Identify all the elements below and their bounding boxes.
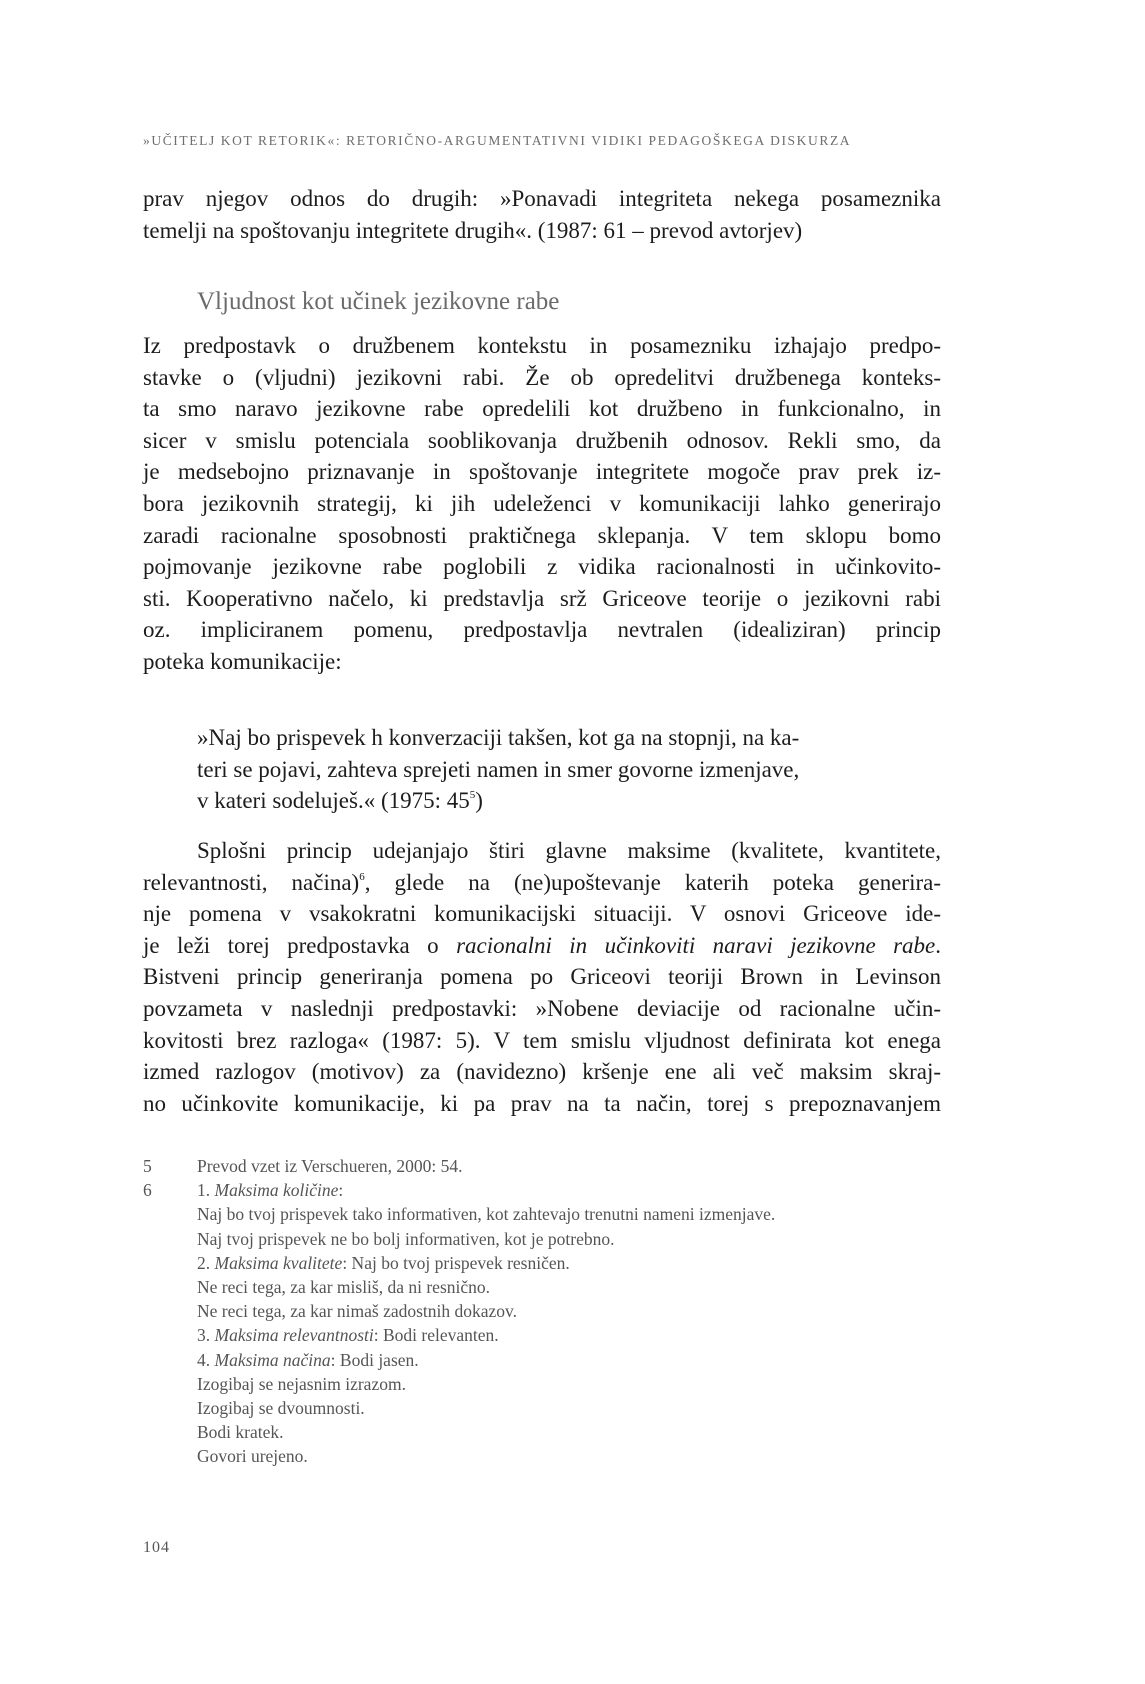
text-fragment: relevantnosti, načina): [143, 869, 360, 895]
footnote-item-text: Naj bo tvoj prispevek tako informativen, kot zahtevajo trenutni nameni izmenjave.: [197, 1204, 776, 1225]
footnote-item-text: Bodi kratek.: [197, 1422, 284, 1443]
footnote-5: [143, 1154, 963, 1178]
footnote-item-text: 1.: [197, 1180, 215, 1201]
text-fragment: .: [935, 932, 941, 958]
text-fragment: , glede na (ne)upoštevanje katerih poteka generira-: [364, 869, 941, 895]
text-line: pojmovanje jezikovne rabe poglobili z vidika racionalnosti in učinkovito-: [143, 554, 941, 580]
footnote-item: [197, 1275, 963, 1299]
maxim-name: Maksima načina: [214, 1349, 331, 1370]
quote-line: teri se pojavi, zahteva sprejeti namen in smer govorne izmenjave,: [197, 756, 800, 782]
footnote-item: [197, 1299, 963, 1323]
footnote-item: [197, 1178, 963, 1202]
emphasis-text: racionalni in učinkoviti naravi jezikovne rabe: [456, 932, 936, 958]
footnote-item-text: Naj tvoj prispevek ne bo bolj informativen, kot je potrebno.: [197, 1228, 615, 1249]
footnote-item: [197, 1372, 963, 1396]
maxim-name: Maksima kvalitete: [214, 1252, 343, 1273]
text-line: kovitosti brez razloga« (1987: 5). V tem smislu vljudnost definirata kot enega: [143, 1027, 941, 1053]
paragraph-continuation: [143, 183, 941, 246]
footnote-item: [197, 1202, 963, 1226]
footnote-item-text: 3.: [197, 1325, 215, 1346]
footnote-item-text: 4.: [197, 1349, 215, 1370]
footnote-item: [197, 1444, 963, 1468]
maxim-name: Maksima količine: [214, 1180, 339, 1201]
maxim-name: Maksima relevantnosti: [214, 1325, 374, 1346]
text-fragment: je leži torej predpostavka o: [143, 932, 457, 958]
footnote-item: [197, 1420, 963, 1444]
quote-closing: ): [475, 788, 483, 814]
text-line: sti. Kooperativno načelo, ki predstavlja srž Griceove teorije o jezikovni rabi: [143, 585, 941, 611]
text-line: izmed razlogov (motivov) za (navidezno) kršenje ene ali več maksim skraj-: [143, 1059, 941, 1085]
footnote-number: 5: [143, 1156, 152, 1176]
footnote-item: [197, 1227, 963, 1251]
footnote-number: 6: [143, 1180, 152, 1201]
section-heading: Vljudnost kot učinek jezikovne rabe: [197, 288, 560, 315]
text-line: nje pomena v vsakokratni komunikacijski situaciji. V osnovi Griceove ide-: [143, 901, 941, 927]
footnote-item-text: :: [338, 1180, 344, 1201]
page-number: 104: [143, 1539, 170, 1556]
footnote-text: Prevod vzet iz Verschueren, 2000: 54.: [197, 1156, 463, 1176]
block-quote: [197, 722, 922, 817]
quote-text: v kateri sodeluješ.« (1975: 45: [197, 788, 470, 814]
text-line: oz. impliciranem pomenu, predpostavlja nevtralen (idealiziran) princip: [143, 617, 941, 643]
footnote-ref-5[interactable]: 5: [469, 789, 476, 802]
text-line: bora jezikovnih strategij, ki jih udeleženci v komunikaciji lahko generirajo: [143, 490, 941, 516]
footnote-item-text: : Bodi relevanten.: [373, 1325, 499, 1346]
quote-line: »Naj bo prispevek h konverzaciji takšen, kot ga na stopnji, na ka-: [197, 725, 800, 750]
paragraph-maxims: [143, 835, 941, 1119]
footnote-item: [197, 1323, 963, 1347]
text-line: Splošni princip udejanjajo štiri glavne maksime (kvalitete, kvantitete,: [197, 838, 941, 863]
footnote-item: [197, 1396, 963, 1420]
quote-line: [197, 785, 922, 817]
footnote-item-text: : Naj bo tvoj prispevek resničen.: [342, 1252, 570, 1273]
text-line: temelji na spoštovanju integritete drugih«. (1987: 61 – prevod avtorjev): [143, 217, 803, 243]
paragraph-politeness-intro: [143, 330, 941, 678]
footnote-item-text: Ne reci tega, za kar nimaš zadostnih dokazov.: [197, 1301, 518, 1322]
footnote-item-text: Ne reci tega, za kar misliš, da ni resnično.: [197, 1277, 491, 1298]
text-line: povzameta v naslednji predpostavki: »Nobene deviacije od racionalne učin-: [143, 995, 941, 1021]
footnotes: [143, 1154, 963, 1469]
text-line: [143, 867, 941, 899]
text-line: Iz predpostavk o družbenem kontekstu in posamezniku izhajajo predpo-: [143, 333, 941, 358]
footnote-6: [143, 1178, 963, 1468]
footnote-item: [197, 1251, 963, 1275]
footnote-ref-6[interactable]: 6: [359, 870, 365, 883]
text-line: sicer v smislu potenciala sooblikovanja družbenih odnosov. Rekli smo, da: [143, 427, 941, 453]
footnote-item: [197, 1348, 963, 1372]
text-line: stavke o (vljudni) jezikovni rabi. Že ob opredelitvi družbenega konteks-: [143, 364, 941, 390]
running-head: »UČITELJ KOT RETORIK«: RETORIČNO-ARGUMENTATIVNI VIDIKI PEDAGOŠKEGA DISKURZA: [143, 133, 852, 148]
footnote-item-text: Govori urejeno.: [197, 1446, 308, 1467]
text-line: ta smo naravo jezikovne rabe opredelili kot družbeno in funkcionalno, in: [143, 396, 941, 422]
text-line: poteka komunikacije:: [143, 648, 342, 674]
footnote-item-text: Izogibaj se nejasnim izrazom.: [197, 1373, 406, 1394]
footnote-item-text: Izogibaj se dvoumnosti.: [197, 1398, 365, 1419]
text-line: [143, 930, 941, 962]
text-line: Bistveni princip generiranja pomena po Griceovi teoriji Brown in Levinson: [143, 964, 941, 990]
text-line: prav njegov odnos do drugih: »Ponavadi integriteta nekega posameznika: [143, 186, 941, 211]
footnote-item-text: : Bodi jasen.: [330, 1349, 419, 1370]
footnote-maxims-list: [197, 1178, 963, 1468]
text-line: zaradi racionalne sposobnosti praktičnega sklepanja. V tem sklopu bomo: [143, 522, 941, 548]
text-line: no učinkovite komunikacije, ki pa prav na ta način, torej s prepoznavanjem: [143, 1090, 941, 1116]
text-line: je medsebojno priznavanje in spoštovanje integritete mogoče prav prek iz-: [143, 459, 941, 485]
footnote-item-text: 2.: [197, 1252, 215, 1273]
